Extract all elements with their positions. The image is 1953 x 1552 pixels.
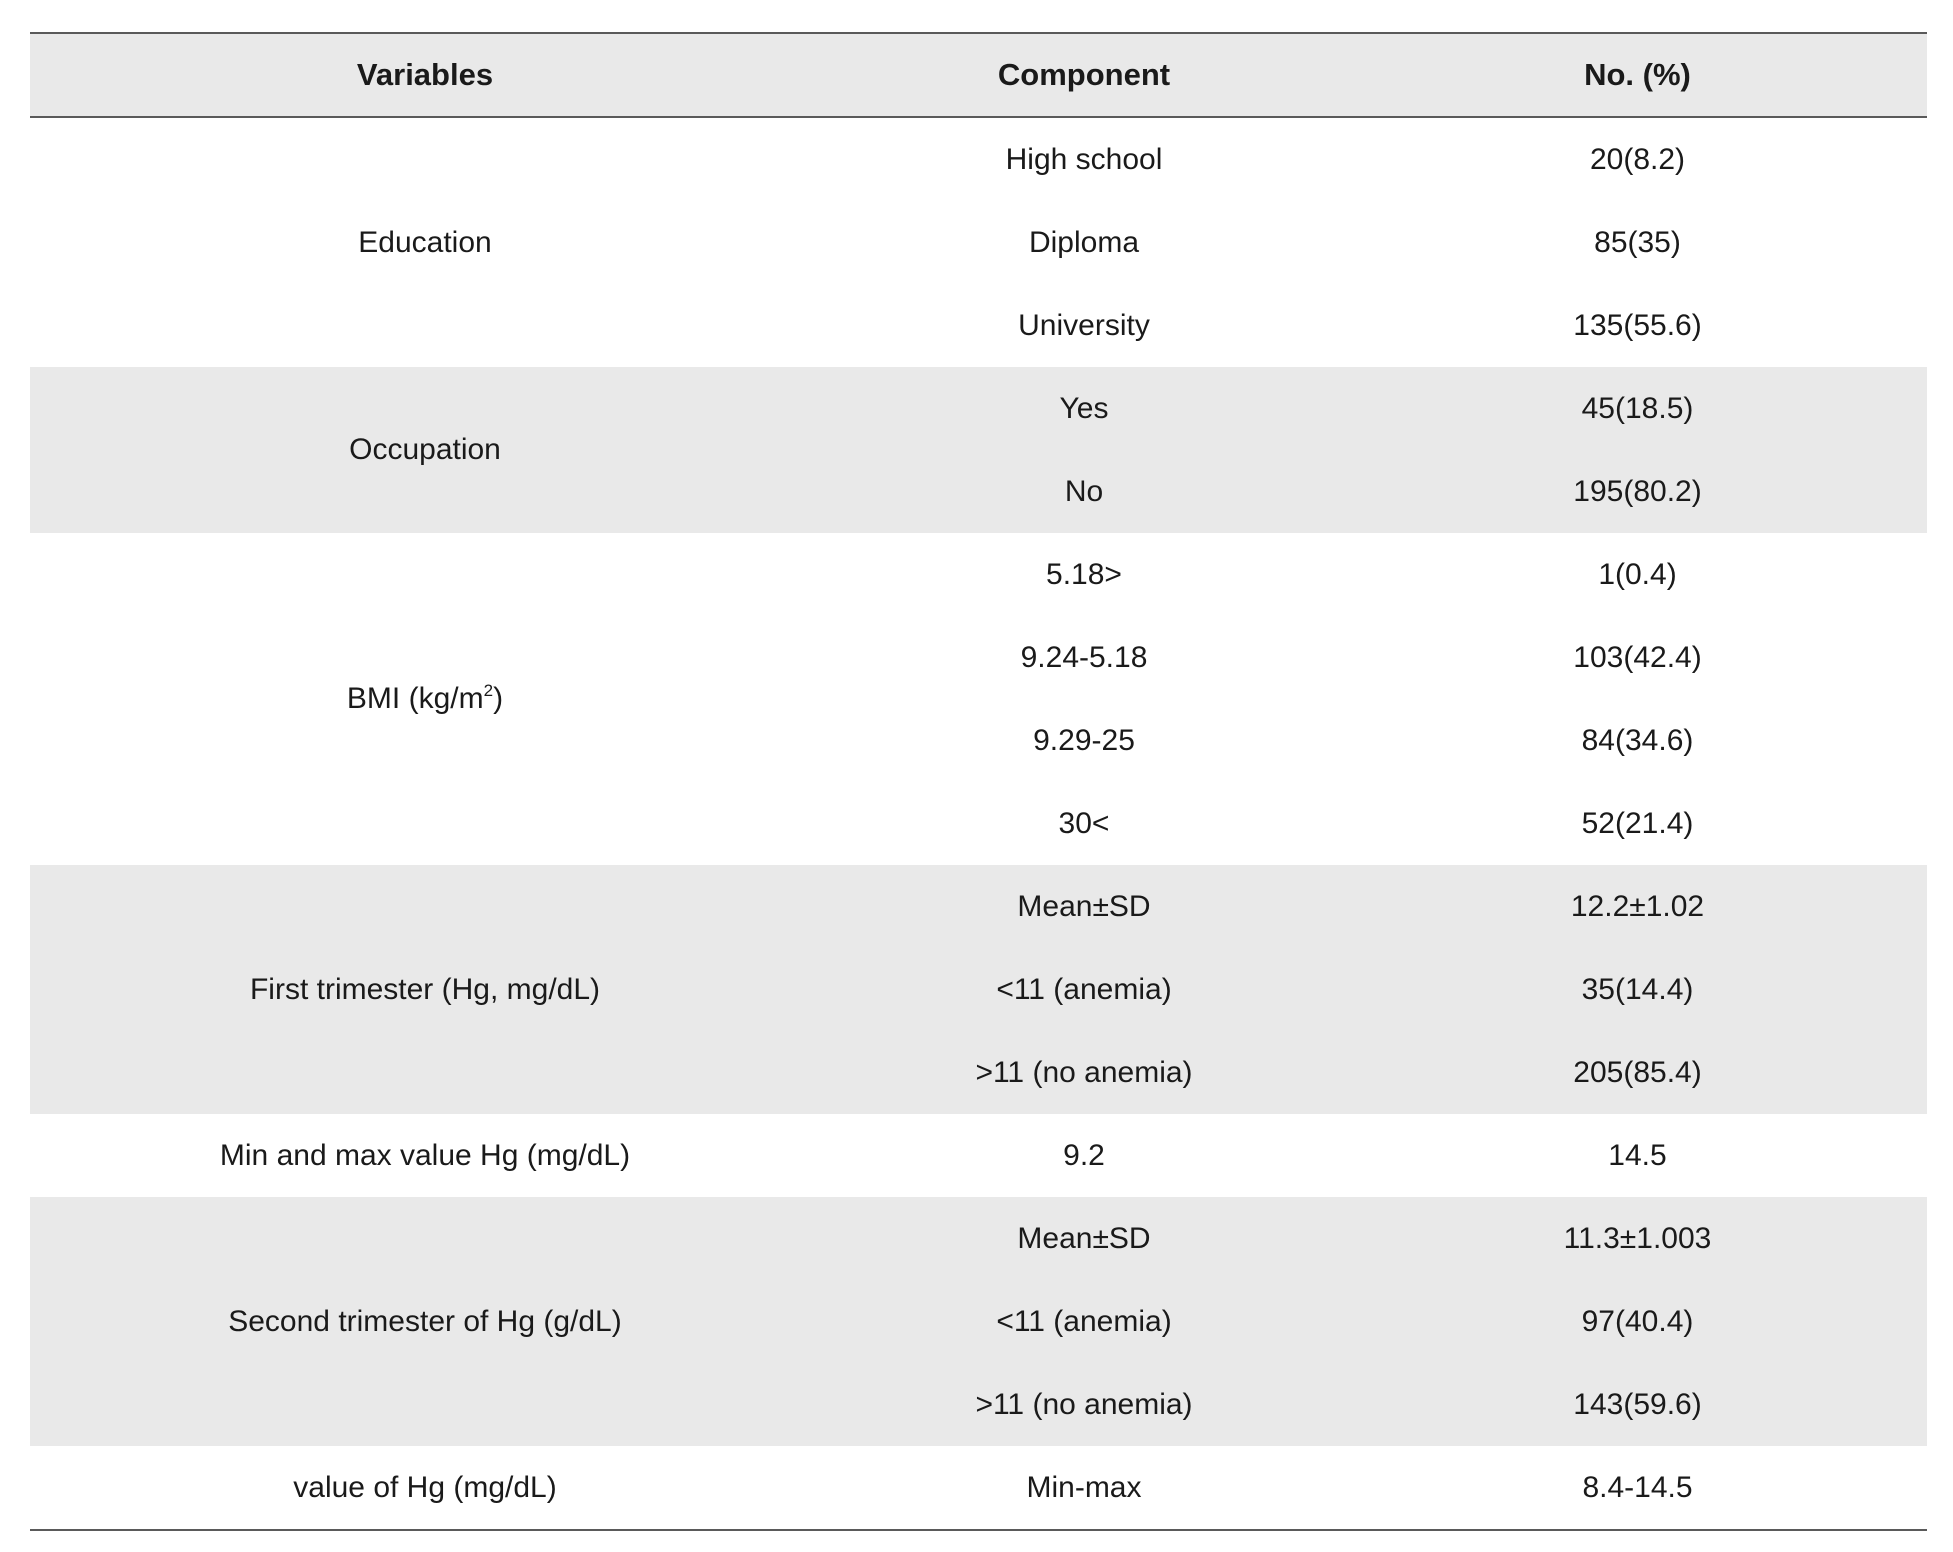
cell-component: Min-max [820,1446,1348,1530]
header-variables: Variables [30,33,820,117]
table-row [30,117,1927,201]
cell-component: Diploma [1028,225,1140,259]
bmi-label-main: BMI (kg/m [346,682,484,715]
table-row [30,1114,1927,1197]
cell-value: 45(18.5) [1348,367,1927,450]
cell-value: 1(0.4) [1598,557,1677,591]
cell-component: 9.29-25 [1033,723,1135,757]
cell-component: 30< [1058,806,1110,840]
cell-component: >11 (no anemia) [820,1031,1348,1114]
group-label-value-hg: value of Hg (mg/dL) [30,1446,820,1530]
cell-component: <11 (anemia) [820,948,1348,1031]
bmi-label-superscript: 2 [483,681,494,700]
cell-component: University [1018,308,1150,342]
cell-value: 143(59.6) [1348,1363,1927,1446]
cell-value: 12.2±1.02 [1348,865,1927,948]
header-component: Component [820,33,1348,117]
demographics-table [30,32,1927,1531]
group-label-min-max: Min and max value Hg (mg/dL) [219,1138,631,1172]
cell-value: 8.4-14.5 [1348,1446,1927,1530]
cell-value: 97(40.4) [1348,1280,1927,1363]
table-header-row [30,33,1927,117]
group-label-education: Education [358,225,492,259]
cell-component: No [820,450,1348,533]
cell-value: 35(14.4) [1348,948,1927,1031]
cell-value: 195(80.2) [1348,450,1927,533]
cell-component: 9.2 [1063,1138,1105,1172]
cell-component: Yes [820,367,1348,450]
group-label-first-trimester: First trimester (Hg, mg/dL) [30,865,820,1114]
cell-value: 52(21.4) [1581,806,1694,840]
table-row [30,533,1927,616]
cell-component: High school [1005,142,1163,176]
group-label-second-trimester: Second trimester of Hg (g/dL) [30,1197,820,1446]
cell-value: 103(42.4) [1573,640,1702,674]
cell-value: 20(8.2) [1589,142,1686,176]
cell-component: 9.24-5.18 [1020,640,1148,674]
table-row [30,367,1927,450]
cell-component: Mean±SD [820,1197,1348,1280]
cell-value: 135(55.6) [1573,308,1702,342]
table-row [30,865,1927,948]
demographics-table-container [30,32,1927,1531]
cell-component: 5.18> [1046,557,1122,591]
cell-component: >11 (no anemia) [820,1363,1348,1446]
cell-component: <11 (anemia) [820,1280,1348,1363]
cell-value: 205(85.4) [1348,1031,1927,1114]
bmi-label-end: ) [493,682,504,715]
group-label-occupation: Occupation [30,367,820,533]
table-row [30,1446,1927,1530]
table-row [30,1197,1927,1280]
header-percent: No. (%) [1348,33,1927,117]
group-label-bmi [30,533,820,865]
cell-value: 84(34.6) [1581,723,1694,757]
cell-value: 11.3±1.003 [1348,1197,1927,1280]
cell-value: 14.5 [1608,1138,1667,1172]
cell-component: Mean±SD [820,865,1348,948]
cell-value: 85(35) [1594,225,1681,259]
